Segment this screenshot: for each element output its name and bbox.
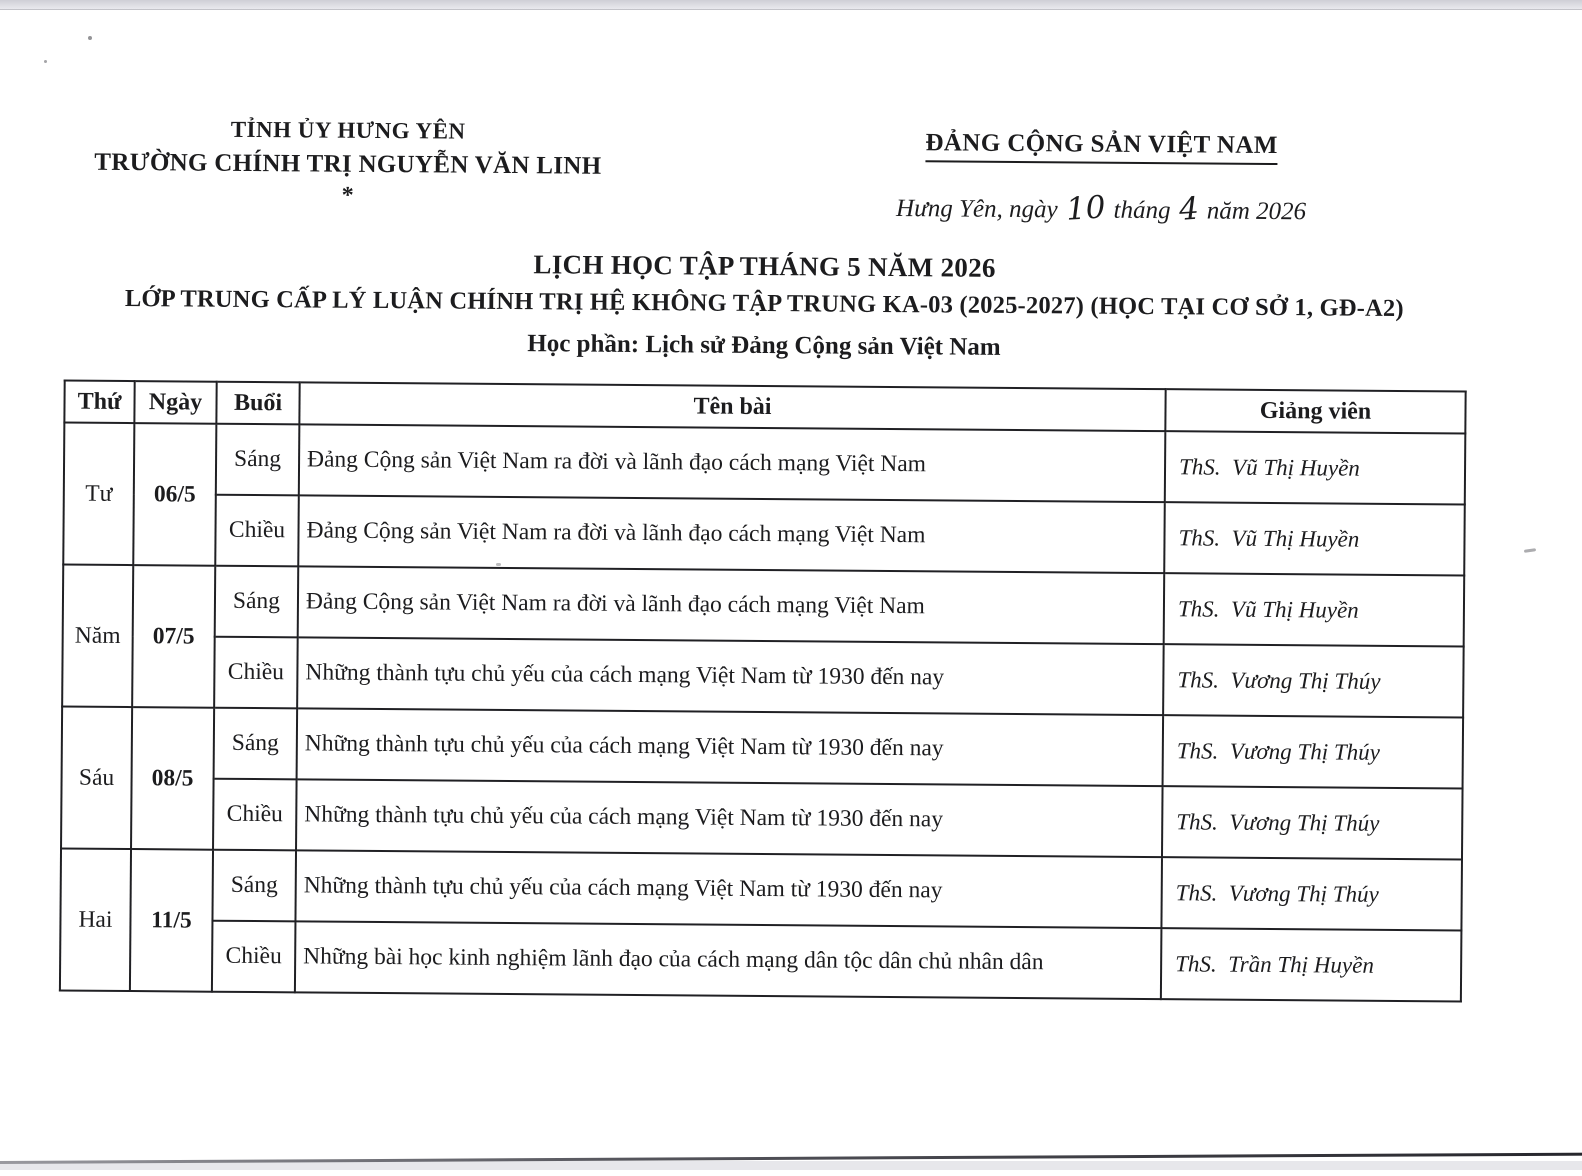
org-header-left: [75, 115, 621, 213]
lecturer-cell: ThS. Vũ Thị Huyền: [1164, 502, 1465, 575]
col-header-weekday: Thứ: [64, 381, 134, 424]
lecturer-cell: ThS. Vương Thị Thúy: [1163, 644, 1464, 717]
lecturer-cell: ThS. Trần Thị Huyền: [1161, 928, 1462, 1001]
schedule-title: LỊCH HỌC TẬP THÁNG 5 NĂM 2026: [65, 246, 1465, 288]
lesson-cell: Những bài học kinh nghiệm lãnh đạo của cách mạng dân tộc dân chủ nhân dân: [295, 921, 1162, 999]
org-line-2: TRƯỜNG CHÍNH TRỊ NGUYỄN VĂN LINH: [75, 146, 620, 182]
lecturer-cell: ThS. Vương Thị Thúy: [1161, 857, 1462, 930]
party-name: ĐẢNG CỘNG SẢN VIỆT NAM: [925, 129, 1278, 165]
col-header-lesson: Tên bài: [299, 382, 1165, 431]
lecturer-cell: ThS. Vũ Thị Huyền: [1164, 573, 1465, 646]
scan-speck: [88, 36, 92, 40]
title-block: [64, 246, 1465, 366]
class-subtitle: LỚP TRUNG CẤP LÝ LUẬN CHÍNH TRỊ HỆ KHÔNG TẬP TRUNG KA-03 (2025-2027) (HỌC TẠI CƠ SỞ 1, GĐ-A2): [64, 285, 1464, 324]
date-suffix: năm 2026: [1207, 197, 1307, 225]
table-row: [63, 494, 1465, 576]
lecturer-cell: ThS. Vương Thị Thúy: [1163, 715, 1464, 788]
session-cell: Chiều: [215, 495, 299, 567]
lesson-cell: Những thành tựu chủ yếu của cách mạng Việt Nam từ 1930 đến nay: [297, 708, 1164, 786]
col-header-lecturer: Giảng viên: [1165, 389, 1465, 433]
date-cell: 06/5: [133, 423, 216, 566]
schedule-table: [59, 380, 1467, 1003]
table-row: [60, 849, 1462, 931]
org-header-right: [851, 129, 1352, 228]
table-row: [61, 778, 1463, 860]
lecturer-cell: ThS. Vũ Thị Huyền: [1165, 431, 1466, 504]
session-cell: Chiều: [212, 921, 296, 993]
lesson-cell: Những thành tựu chủ yếu của cách mạng Việt Nam từ 1930 đến nay: [295, 850, 1162, 928]
session-cell: Sáng: [216, 424, 300, 496]
lesson-cell: Đảng Cộng sản Việt Nam ra đời và lãnh đạo cách mạng Việt Nam: [299, 424, 1166, 502]
date-cell: 08/5: [131, 707, 214, 850]
col-header-date: Ngày: [134, 381, 216, 424]
scan-speck: [496, 563, 501, 566]
weekday-cell: Hai: [60, 849, 131, 992]
lesson-cell: Đảng Cộng sản Việt Nam ra đời và lãnh đạo cách mạng Việt Nam: [298, 566, 1165, 644]
weekday-cell: Sáu: [61, 707, 132, 850]
weekday-cell: Tư: [63, 423, 134, 566]
col-header-session: Buổi: [216, 382, 299, 425]
handwritten-day: 10: [1065, 189, 1107, 227]
session-cell: Chiều: [214, 637, 298, 709]
table-row: [62, 636, 1464, 718]
course-line: Học phần: Lịch sử Đảng Cộng sản Việt Nam: [64, 327, 1464, 366]
table-row: [62, 707, 1464, 789]
table-row: [64, 423, 1466, 505]
org-line-1: TỈNH ỦY HƯNG YÊN: [76, 115, 621, 148]
org-star-separator: *: [75, 179, 620, 213]
lesson-cell: Đảng Cộng sản Việt Nam ra đời và lãnh đạo cách mạng Việt Nam: [298, 495, 1165, 573]
lesson-cell: Những thành tựu chủ yếu của cách mạng Việt Nam từ 1930 đến nay: [297, 637, 1164, 715]
scan-top-edge: [0, 0, 1582, 10]
handwritten-month: 4: [1178, 191, 1200, 228]
session-cell: Sáng: [215, 566, 299, 638]
lecturer-cell: ThS. Vương Thị Thúy: [1162, 786, 1463, 859]
date-middle: tháng: [1113, 197, 1170, 224]
table-row: [63, 565, 1465, 647]
scan-speck: [44, 60, 47, 63]
table-row: [60, 920, 1462, 1002]
place-date-line: [851, 188, 1351, 228]
date-cell: 11/5: [130, 849, 213, 992]
session-cell: Sáng: [214, 708, 298, 780]
weekday-cell: Năm: [62, 565, 133, 708]
session-cell: Sáng: [212, 850, 296, 922]
session-cell: Chiều: [213, 779, 297, 851]
date-cell: 07/5: [132, 565, 215, 708]
date-prefix: Hưng Yên, ngày: [896, 195, 1058, 223]
lesson-cell: Những thành tựu chủ yếu của cách mạng Việt Nam từ 1930 đến nay: [296, 779, 1163, 857]
